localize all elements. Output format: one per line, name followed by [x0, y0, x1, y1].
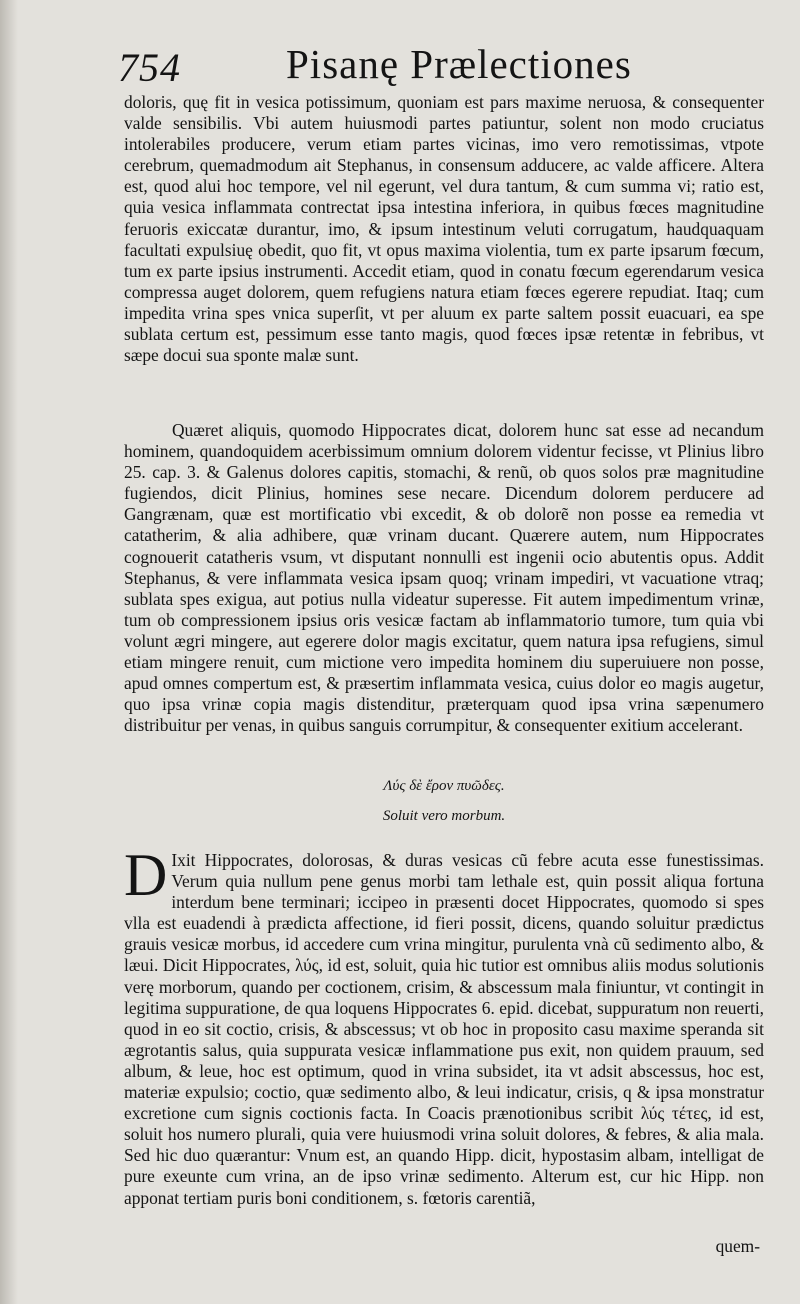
lemma-latin: Soluit vero morbum.	[382, 808, 506, 824]
paragraph-continuation	[124, 92, 764, 366]
paragraph-text: doloris, quę fit in vesica potissimum, quoniam est pars maxime neruosa, & consequenter valde sensibilis. Vbi autem huiusmodi partes patiuntur, solent non modo cruciatus intolerabiles producere, verum etiam partes vicinas, imo vero remotissimas, vtpote cerebrum, quemadmodum ait Stephanus, in consensum adducere, ac valde afficere. Altera est, quod alui hoc tempore, vel nil egerunt, vel dura tantum, & cum summa vi; ratio est, quia vesica inflammata contrectat ipsa intestina inferiora, in quibus fœces magnitudine feruoris exiccatæ durantur, imo, & ipsum intestinum veluti corrugatum, haudquaquam facultati expulsiuę obedit, quo fit, vt opus maxima violentia, tum ex parte ipsarum fœcum, tum ex parte ipsius instrumenti. Accedit etiam, quod in conatu fœcum egerendarum vesica compressa auget dolorem, quem refugiens natura etiam fœces egerere repudiat. Itaq; cum impedita vrina spes vnica superſit, vt per aluum ex parte saltem possit euacuari, ea spe sublata certum est, pessimum esse tanto magis, quod fœces ipsæ retentæ in febribus, vt sæpe docui sua sponte malæ sunt.	[124, 92, 764, 366]
running-title: Pisanę Prælectiones	[286, 41, 632, 87]
paragraph-commentary	[124, 842, 764, 1209]
lemma-greek: Λύς δὲ ἔρον πυῶδες.	[383, 778, 505, 794]
paragraph-text: Ixit Hippocrates, dolorosas, & duras vesicas cũ febre acuta esse funestissimas. Verum quia nullum pene genus morbi tam lethale est, quin possit aliqua fortuna interdum bene terminari; icciреo in præsenti docet Hippocrates, quomodo si spes vlla est euadendi à prædicta affectione, id fieri possit, dicens, quando soluitur prædictus grauis vesicæ morbus, id accedere cum vrina mingitur, purulenta vnà cũ sedimento albo, & læui. Dicit Hippocrates, λύς, id est, soluit, quia hic tutior est omnibus aliis modus solutionis verę morborum, quando per coctionem, crisim, & abscessum mala finiuntur, vt contingit in legitima suppuratione, de qua loquens Hippocrates 6. epid. dicebat, suppuratum non reuerti, quod in eo sit coctio, crisis, & abscessus; vt ob hoc in proposito casu maxime speranda sit ægrotantis salus, quia suppurata vesicæ inflammatione pus exit, non quidem prauum, sed album, & leue, hoc est optimum, quod in vrina subsidet, ita vt adsit abscessus, hoc est, materiæ expulsio; coctio, quæ sedimento albo, & leui indicatur, crisis, q & ipsa monstratur excretione cum signis coctionis facta. In Coacis prænotionibus scribit λύς τέτες, id est, soluit hos numero plurali, quia vere huiusmodi vrina soluit dolores, & febres, & alia mala. Sed hic duo quærantur: Vnum est, an quando Hipp. dicit, hypostasim albam, intelligat de pure exeunte cum vrina, an de ipso vrinæ sedimento. Alterum est, cur hic Hipp. non apponat tertiam puris boni conditionem, s. fœtoris carentiã,	[124, 850, 764, 1208]
page-number: 754	[118, 45, 181, 90]
page-header	[118, 38, 758, 98]
drop-cap: D	[124, 842, 168, 908]
catchword: quem-	[715, 1236, 760, 1256]
paragraph-question	[124, 420, 764, 736]
page-gutter-shadow	[0, 0, 18, 1304]
paragraph-text: Quæret aliquis, quomodo Hippocrates dicat, dolorem hunc sat esse ad necandum hominem, quandoquidem acerbissimum omnium dolorem videntur fecisse, vt Plinius libro 25. cap. 3. & Galenus dolores capitis, stomachi, & renũ, ob quos solos præ magnitudine fugiendos, dicit Plinius, homines sese necare. Dicendum dolorem perducere ad Gangrænam, quæ est mortificatio vbi excedit, & ob dolorẽ non posse ea remedia vt catatherim, & alia adhibere, quæ vrinam ducant. Quærere autem, num Hippocrates cognouerit catatheris vsum, vt disputant nonnulli est ingenii ocio abutentis opus. Addit Stephanus, & vere inflammata vesica ipsam quoq; vrinam impediri, vt vacuatione vtraq; sublata spes exigua, aut potius nulla videatur superesse. Fit autem impedimentum vrinæ, tum ob compressionem ipsius oris vesicæ factam ab inflammatorio tumore, tum quia vbi volunt ægri mingere, aut egerere dolor magis excitatur, quem natura ipsa refugiens, simul etiam mingere renuit, cum mictione vero impedita hominem diu superuiuere non posse, apud omnes compertum est, & præsertim inflammata vesica, cuius dolor eo magis augetur, quo ipsa vrinæ copia magis distenditur, præterquam quod ipsa vrina sæpenumero distribuitur per venas, in quibus sanguis corrumpitur, & consequenter exitium accelerant.	[124, 420, 764, 736]
